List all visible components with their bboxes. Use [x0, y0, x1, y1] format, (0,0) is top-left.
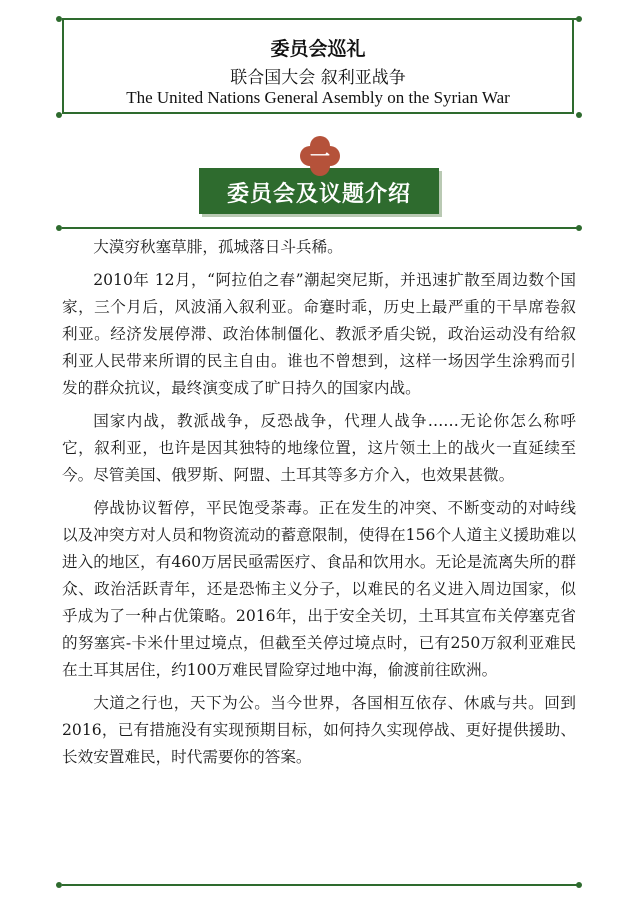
header-bottom-right-dot — [576, 112, 582, 118]
paragraph-1: 大漠穷秋塞草腓，孤城落日斗兵稀。 — [93, 238, 343, 256]
paragraph-3: 国家内战，教派战争，反恐战争，代理人战争……无论你怎么称呼它，叙利亚，也许是因其独特的地缘位置，这片领土上的战火一直延续至今。尽管美国、俄罗斯、阿盟、土耳其等多方介入，也效果甚微。 — [62, 412, 576, 484]
page-subtitle-en: The United Nations General Asembly on the Syrian War — [126, 88, 510, 107]
paragraph-2: 2010年 12月，“阿拉伯之春”潮起突尼斯，并迅速扩散至周边数个国家，三个月后，风波涌入叙利亚。命蹇时乖，历史上最严重的干旱席卷叙利亚。经济发展停滞、政治体制僵化、教派矛盾尖锐，政治运动没有给叙利亚人民带来所谓的民主自由。谁也不曾想到，这样一场因学生涂鸦而引发的群众抗议，最终演变成了旷日持久的国家内战。 — [62, 271, 576, 397]
paragraph-4: 停战协议暂停，平民饱受荼毒。正在发生的冲突、不断变动的对峙线以及冲突方对人员和物资流动的蓄意限制，使得在156个人道主义援助难以进入的地区，有460万居民亟需医疗、食品和饮用水。无论是流离失所的群众、政治活跃青年，还是恐怖主义分子，以难民的名义进入周边国家，似乎成为了一种占优策略。2016年，出于安全关切，土耳其宣布关停塞克省的努塞宾-卡米什里过境点，但截至关停过境点时，已有250万叙利亚难民在土耳其居住，约100万难民冒险穿过地中海，偷渡前往欧洲。 — [62, 499, 576, 679]
section-title: 委员会及议题介绍 — [226, 182, 411, 207]
content-top-line — [62, 227, 578, 229]
section-number: 一 — [310, 144, 330, 168]
content-top-left-dot — [56, 225, 62, 231]
bottom-border-line — [62, 884, 578, 886]
page-title: 委员会巡礼 — [270, 38, 366, 60]
top-right-dot — [576, 16, 582, 22]
bottom-right-dot — [576, 882, 582, 888]
article-body — [62, 234, 576, 777]
content-top-right-dot — [576, 225, 582, 231]
header-bottom-left-dot — [56, 112, 62, 118]
page-subtitle-cn: 联合国大会 叙利亚战争 — [230, 68, 406, 88]
header-box — [62, 18, 574, 114]
bottom-left-dot — [56, 882, 62, 888]
paragraph-5: 大道之行也，天下为公。当今世界，各国相互依存、休戚与共。回到2016，已有措施没有实现预期目标，如何持久实现停战、更好提供援助、长效安置难民，时代需要你的答案。 — [62, 694, 576, 766]
section-number-badge — [298, 134, 342, 178]
